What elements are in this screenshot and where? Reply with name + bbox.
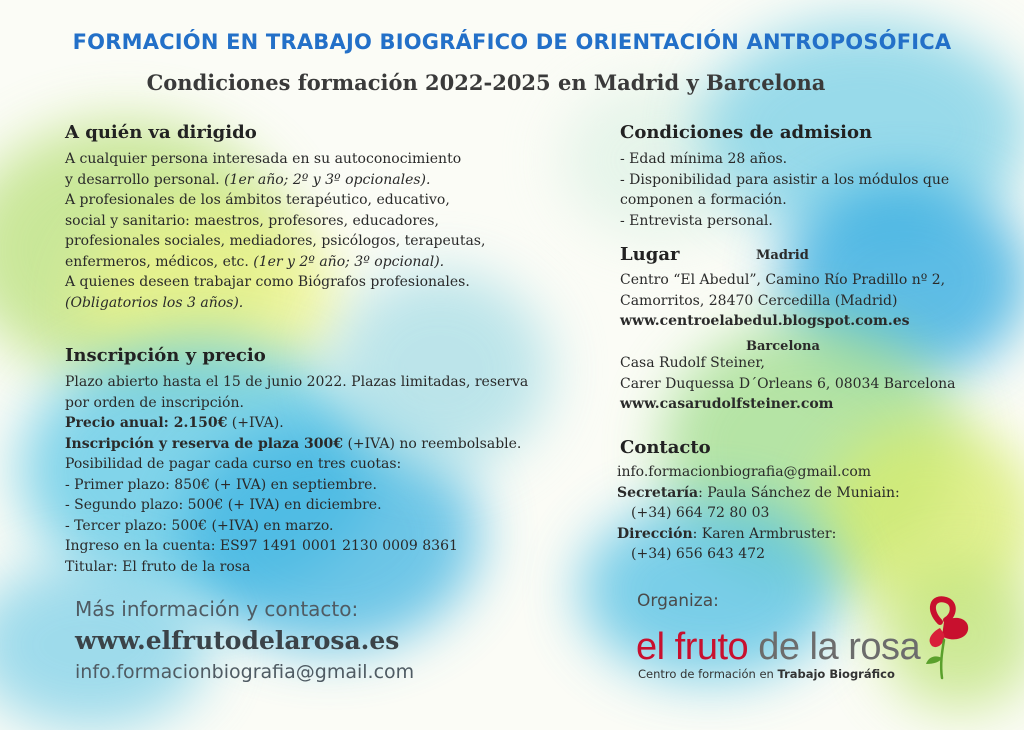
barcelona-address [620, 353, 956, 415]
secretary-line: Secretaría: Paula Sánchez de Muniain: [617, 484, 900, 501]
admission-heading: Condiciones de admision [620, 122, 873, 143]
audience-line: social y sanitario: maestros, profesores, educadores, [65, 212, 439, 229]
place-heading: Lugar [620, 244, 680, 265]
direction-line: Dirección: Karen Armbruster: [617, 525, 837, 542]
registration-line: Posibilidad de pagar cada curso en tres cuotas: [65, 456, 402, 472]
registration-heading: Inscripción y precio [65, 345, 266, 366]
registration-line: Plazo abierto hasta el 15 de junio 2022. Plazas limitadas, reserva [65, 374, 529, 390]
audience-heading: A quién va dirigido [65, 122, 257, 143]
secretary-phone: (+34) 664 72 80 03 [631, 505, 770, 521]
admission-section [620, 149, 949, 231]
admission-line: - Disponibilidad para asistir a los módulos que [620, 171, 950, 188]
reserve-line: Inscripción y reserva de plaza 300€ (+IVA) no reembolsable. [65, 435, 522, 452]
barcelona-website-link[interactable]: www.casarudolfsteiner.com [620, 396, 834, 412]
address-line: Centro “El Abedul”, Camino Río Pradillo nº 2, [620, 272, 946, 288]
registration-line: - Segundo plazo: 500€ (+ IVA) en diciembre. [65, 497, 382, 513]
rose-logo-icon [910, 592, 980, 682]
registration-line: Ingreso en la cuenta: ES97 1491 0001 2130 0009 8361 [65, 538, 458, 554]
audience-line: y desarrollo personal. (1er año; 2º y 3º opcionales). [65, 171, 431, 188]
direction-phone: (+34) 656 643 472 [631, 546, 765, 562]
admission-line: - Entrevista personal. [620, 212, 773, 229]
audience-line: A cualquier persona interesada en su autoconocimiento [65, 151, 462, 167]
contact-section [617, 462, 900, 565]
registration-line: - Primer plazo: 850€ (+ IVA) en septiembre. [65, 476, 377, 493]
website-link[interactable]: www.elfrutodelarosa.es [75, 626, 400, 655]
footer-email-link[interactable]: info.formacionbiografia@gmail.com [75, 661, 415, 683]
address-line: Casa Rudolf Steiner, [620, 355, 765, 371]
brand-name: el fruto de la rosa [636, 626, 921, 668]
address-line: Carer Duquessa D´Orleans 6, 08034 Barcelona [620, 375, 956, 392]
registration-line: por orden de inscripción. [65, 394, 244, 411]
admission-line: - Edad mínima 28 años. [620, 151, 788, 167]
organizer-label: Organiza: [637, 591, 719, 611]
madrid-website-link[interactable]: www.centroelabedul.blogspot.com.es [620, 313, 910, 329]
price-line: Precio anual: 2.150€ (+IVA). [65, 415, 284, 431]
contact-email-link[interactable]: info.formacionbiografia@gmail.com [617, 464, 872, 480]
contact-heading: Contacto [620, 437, 711, 458]
madrid-label: Madrid [756, 248, 809, 263]
page-subtitle: Condiciones formación 2022-2025 en Madrid y Barcelona [146, 70, 826, 95]
barcelona-label: Barcelona [746, 339, 820, 354]
admission-line: componen a formación. [620, 192, 787, 208]
audience-section [65, 149, 485, 313]
page-title: FORMACIÓN EN TRABAJO BIOGRÁFICO DE ORIENTACIÓN ANTROPOSÓFICA [72, 30, 952, 54]
brand-tagline: Centro de formación en Trabajo Biográfico [638, 667, 895, 681]
more-info-label: Más información y contacto: [75, 597, 359, 621]
address-line: Camorritos, 28470 Cercedilla (Madrid) [620, 292, 898, 309]
audience-line: A profesionales de los ámbitos terapéutico, educativo, [65, 192, 450, 208]
audience-line: A quienes deseen trabajar como Biógrafos profesionales. [65, 274, 470, 290]
audience-line: enfermeros, médicos, etc. (1er y 2º año; 3º opcional). [65, 253, 445, 270]
registration-line: - Tercer plazo: 500€ (+IVA) en marzo. [65, 517, 334, 534]
madrid-address [620, 270, 945, 332]
registration-line: Titular: El fruto de la rosa [65, 558, 251, 575]
audience-line: (Obligatorios los 3 años). [65, 294, 244, 311]
registration-section [65, 372, 528, 577]
audience-line: profesionales sociales, mediadores, psicólogos, terapeutas, [65, 233, 486, 249]
